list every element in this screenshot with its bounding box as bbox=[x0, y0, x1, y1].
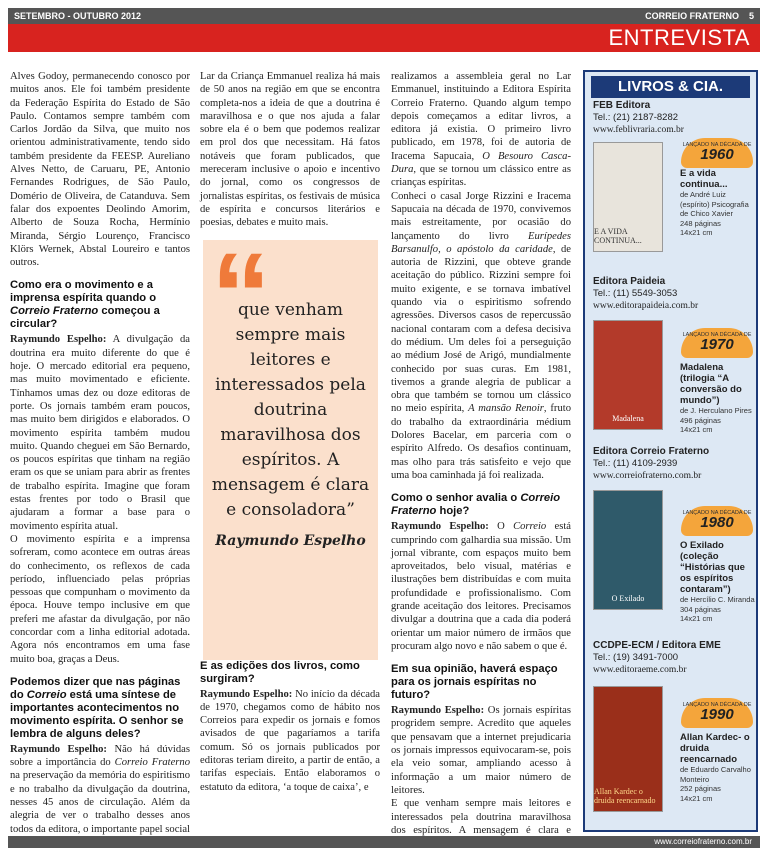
publisher-link[interactable]: www.feblivraria.com.br bbox=[593, 125, 684, 135]
answer-paragraph: Raymundo Espelho: No início da década de 1970, chegamos como de hábito nos Correios para expedir os jornais e fomos avisados de que pagaríamos a tarifa comum. Só os jornais publicados por editoras teriam direito, a partir de então, a tarifas especiais. Então elaboramos o estatuto da editora, ‘a toque de caixa’, e bbox=[200, 688, 380, 793]
issue-date: SETEMBRO - OUTUBRO 2012 bbox=[14, 11, 142, 21]
article-column-3 bbox=[391, 70, 571, 850]
publisher-info: Editora Correio Fraterno Tel.: (11) 4109-2939 www.correiofraterno.com.br bbox=[593, 446, 710, 481]
paragraph: O movimento espírita e a imprensa sofreram, como acontece em outras áreas do conhecimento, os reflexos de cada período, influenciado pelas próprias pessoas que compunham o movimento da época. Houve tempo inclusive em que preferi me afastar da divulgação, por não concordar com a linha editorial adotada. Agora nós encontramos em uma fase muito boa, graças a Deus. bbox=[10, 533, 190, 665]
pull-quote-author: Raymundo Espelho bbox=[215, 533, 366, 549]
question-heading: Como o senhor avalia o Correio Fraterno hoje? bbox=[391, 492, 561, 518]
top-bar bbox=[8, 8, 760, 24]
decade-ribbon: LANÇADO NA DÉCADA DE 1980 bbox=[681, 506, 753, 536]
footer-url[interactable]: www.correiofraterno.com.br bbox=[8, 836, 760, 848]
paragraph: E que venham sempre mais leitores e interessados pela doutrina maravilhosa dos espíritos. A mensagem é clara e bbox=[391, 798, 571, 836]
publisher-info: CCDPE-ECM / Editora EME Tel.: (19) 3491-7000 www.editoraeme.com.br bbox=[593, 640, 721, 675]
publisher-link[interactable]: www.editorapaideia.com.br bbox=[593, 301, 699, 311]
publisher-link[interactable]: www.editoraeme.com.br bbox=[593, 665, 687, 675]
decade-ribbon: LANÇADO NA DÉCADA DE 1970 bbox=[681, 328, 753, 358]
publisher-info: Editora Paideia Tel.: (11) 5549-3053 www.editorapaideia.com.br bbox=[593, 276, 699, 311]
question-heading: Como era o movimento e a imprensa espírita quando o Correio Fraterno começou a circular? bbox=[10, 279, 160, 331]
question-heading: Em sua opinião, haverá espaço para os jornais espíritas no futuro? bbox=[391, 663, 558, 702]
paragraph: Alves Godoy, permanecendo conosco por muitos anos. Ele foi também presidente da Federação Espírita do Estado de São Paulo. Contamos sempre também com Carlos Jordão da Silva, que muito nos orientou administrativamente, tendo sido também presidente da FEESP. Aureliano Alves Netto, de Caruaru, PE, Antonio Fernandes Rodrigues, de São Paulo, Domério de Oliveira, de Catanduva. Sem falar dos expoentes Deolindo Amorim, Alberto de Souza Rocha, Hermínio Miranda, Sérgio Lourenço, Francisco Klörs Wernek, Abstal Loureiro e tantos outros. bbox=[10, 71, 190, 269]
paragraph: realizamos a assembleia geral no Lar Emmanuel, instituindo a Editora Espírita Correio Fraterno. Quando algum tempo depois começamos a editar livros, a editora já existia. O primeiro livro publicado, em 1978, foi de autoria de Iracema Sapucaia, O Besouro Casca-Dura, que se tornou um clássico entre as crianças espíritas. bbox=[391, 71, 571, 189]
publisher-link[interactable]: www.correiofraterno.com.br bbox=[593, 471, 702, 481]
answer-paragraph: Raymundo Espelho: Não há dúvidas sobre a importância do Correio Fraterno na preservação da memória do espiritismo e no trabalho da divulgação da doutrina, nesses 45 anos de circulação. Além da alegria de ver o trabalho desses anos todos da editora, o importante papel social bbox=[10, 743, 190, 835]
question-heading: E as edições dos livros, como surgiram? bbox=[200, 659, 360, 685]
book-cover-image: Allan Kardec o druida reencarnado bbox=[593, 686, 663, 812]
page-number: 5 bbox=[748, 11, 754, 21]
publisher-info: FEB Editora Tel.: (21) 2187-8282 www.feblivraria.com.br bbox=[593, 100, 684, 135]
paragraph: Lar da Criança Emmanuel realiza há mais de 50 anos na região em que se encontra completa-nos a ideia de que a doutrina é maravilhosa e o que nos ajuda a falar sobre ela é o bem que podemos realizar em prol dos que necessitam. Há fatos notáveis que foram publicados, que mereceram inclusive o apoio e incentivo do jornal, como os congressos de jornalistas espíritas, os festivais de música de espírita e concursos literários e poesias, debates e muito mais. bbox=[200, 71, 380, 229]
paragraph: Conheci o casal Jorge Rizzini e Iracema Sapucaia na década de 1970, convivemos mais estreitamente, por ocasião do lançamento do livro Eurípedes Barsanulfo, o apóstolo da caridade, de autoria de Rizzini, que obteve grande aceitação do público. Rizzini sempre foi muito exigente, e se tornava imbatível quando via o espiritismo sofrendo agressões. Diversos casos de repercussão nacional contaram com a defesa decisiva do médium. Um deles foi a perseguição ao médium José de Arigó, mundialmente conhecido por suas curas. Em 1981, tivemos a grande alegria de publicar a obra que também se tornou um clássico no meio espírita, A mansão Renoir, fruto do trabalho da extraordinária médium Dolores Bacelar, em parceria com o espírito Alfredo. Os desafios continuam, mas olho para trás satisfeito e vejo que uma boa caminhada já foi realizada. bbox=[391, 190, 572, 481]
decade-ribbon: LANÇADO NA DÉCADA DE 1990 bbox=[681, 698, 753, 728]
book-info: Allan Kardec- o druida reencarnado de Eduardo Carvalho Monteiro 252 páginas 14x21 cm bbox=[680, 732, 751, 803]
book-cover-image: O Exilado bbox=[593, 490, 663, 610]
book-info: Madalena (trilogia “A conversão do mundo”) de J. Herculano Pires 496 páginas 14x21 cm bbox=[680, 362, 752, 434]
quote-mark-icon: “ bbox=[211, 228, 263, 362]
decade-ribbon: LANÇADO NA DÉCADA DE 1960 bbox=[681, 138, 753, 168]
book-cover-image: Madalena bbox=[593, 320, 663, 430]
book-info: O Exilado (coleção “Histórias que os espíritos contaram”) de Hercílio C. Miranda 304 páginas 14x21 cm bbox=[680, 540, 755, 623]
answer-paragraph: Raymundo Espelho: Os jornais espíritas progridem sempre. Acredito que aqueles que pensavam que a internet prejudicaria os jornais impressos equivocaram-se, pois ela veio somar, ampliando acesso à informação a um maior número de leitores. bbox=[391, 705, 571, 796]
book-cover-image: E A VIDA CONTINUA... bbox=[593, 142, 663, 252]
sidebar-title: LIVROS & CIA. bbox=[591, 76, 750, 98]
question-heading: Podemos dizer que nas páginas do Correio está uma síntese de importantes acontecimentos no movimento espírita. O senhor se lembra de alguns deles? bbox=[10, 675, 184, 740]
books-sidebar bbox=[583, 70, 758, 832]
pull-quote-text: que venham sempre mais leitores e interessados pela doutrina maravilhosa dos espíritos. A mensagem é clara e consoladora” bbox=[211, 300, 370, 520]
publication-name: CORREIO FRATERNO bbox=[645, 11, 739, 21]
pull-quote bbox=[203, 228, 378, 660]
answer-paragraph: Raymundo Espelho: O Correio está cumprindo com galhardia sua missão. Um jornal vibrante, com espaços muito bem aproveitados, belo visual, matérias e ilustrações bem distribuídas e com muita profundidade e profissionalismo. Com grande aceitação dos leitores. Precisamos divulgar a doutrina que a cada dia poderá orientar um maior número de irmãos que procuram algo novo e não sabem o que é. bbox=[391, 521, 572, 652]
answer-paragraph: Raymundo Espelho: A divulgação da doutrina era muito diferente do que é hoje. O mercado editorial era pequeno, mas muito movimentado e eficiente. Tínhamos umas dez ou doze editoras de porte. Os jornais também eram poucos, mas muito bem dirigidos e elaborados. O movimento espírita também mudou muito. Quando cheguei em São Bernardo, os poucos espíritas que tinham na região eram os que se uniam para abrir as frentes de trabalho espírita. Imagine que foram estas frentes por todo o Brasil que ajudaram a formar a base para o movimento espírita atual. bbox=[10, 334, 190, 532]
article-column-1 bbox=[10, 70, 190, 849]
book-info: E a vida continua... de André Luiz (espírito) Psicografia de Chico Xavier 248 páginas 14x21 cm bbox=[680, 168, 749, 237]
section-banner: ENTREVISTA bbox=[8, 24, 760, 52]
